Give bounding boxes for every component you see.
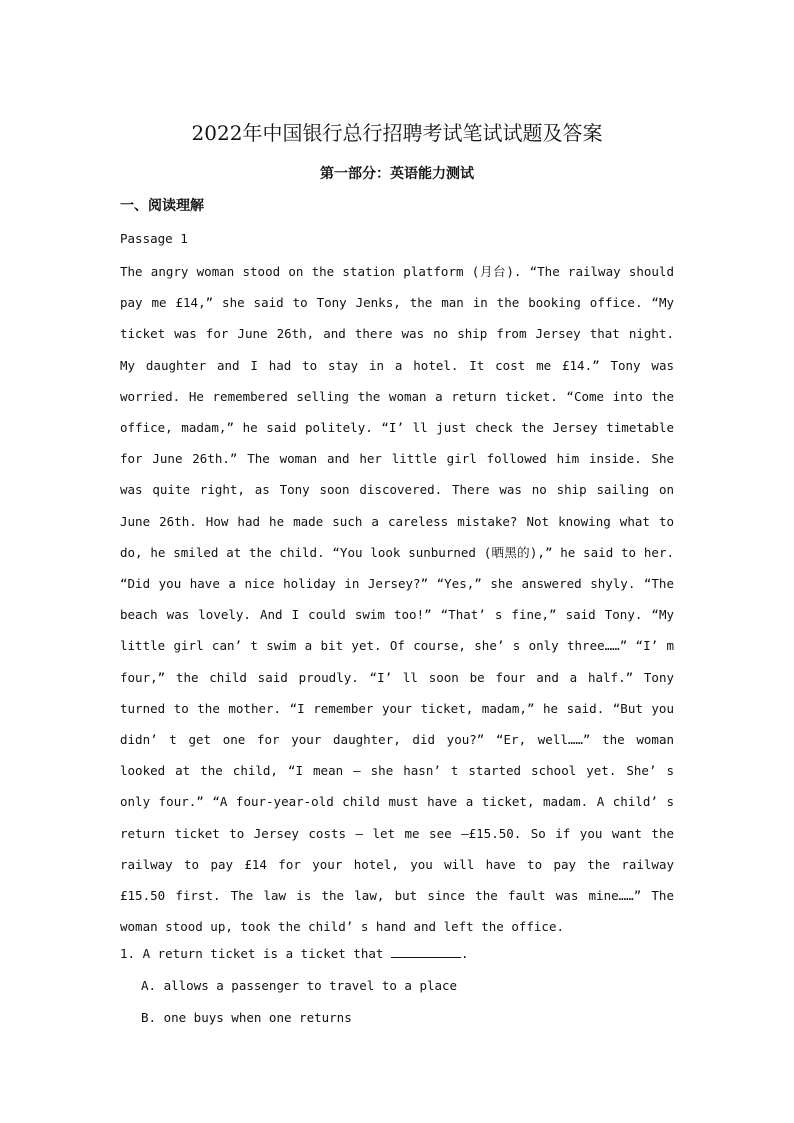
section-heading: 一、阅读理解 — [120, 198, 204, 214]
passage-text: The angry woman stood on the station platform (月台). “The railway should pay me £14,” she said to Tony Jenks, the man in the booking office. “My ticket was for June 26th, and there was no ship from Jersey that night. My daughter and I had to stay in a hotel. It cost me £14.” Tony was worried. He remembered selling the woman a return ticket. “Come into the office, madam,” he said politely. “I’ ll just check the Jersey timetable for June 26th.” The woman and her little girl followed him inside. She was quite right, as Tony soon discovered. There was no ship sailing on June 26th. How had he made such a careless mistake? Not knowing what to do, he smiled at the child. “You look sunburned (晒黑的),” he said to her. “Did you have a nice holiday in Jersey?” “Yes,” she answered shyly. “The beach was lovely. And I could swim too!” “That’ s fine,” said Tony. “My little girl can’ t swim a bit yet. Of course, she’ s only three……” “I’ m four,” the child said proudly. “I’ ll soon be four and a half.” Tony turned to the mother. “I remember your ticket, madam,” he said. “But you didn’ t get one for your daughter, did you?” “Er, well……” the woman looked at the child, “I mean — she hasn’ t started school yet. She’ s only four.” “A four-year-old child must have a ticket, madam. A child’ s return ticket to Jersey costs — let me see —£15.50. So if you want the railway to pay £14 for your hotel, you will have to pay the railway £15.50 first. The law is the law, but since the fault was mine……” The woman stood up, took the child’ s hand and left the office. — [120, 264, 674, 935]
part-heading: 第一部分：英语能力测试 — [320, 166, 474, 182]
document-title: 2022年中国银行总行招聘考试笔试试题及答案 — [191, 121, 603, 145]
passage-label: Passage 1 — [120, 231, 188, 246]
answer-blank — [391, 945, 461, 958]
question-1-stem-end: . — [460, 946, 469, 961]
question-1-option-a: A. allows a passenger to travel to a place — [141, 978, 458, 993]
question-1 — [120, 944, 468, 964]
question-1-stem: 1. A return ticket is a ticket that — [120, 946, 391, 961]
question-1-option-b: B. one buys when one returns — [141, 1010, 352, 1025]
